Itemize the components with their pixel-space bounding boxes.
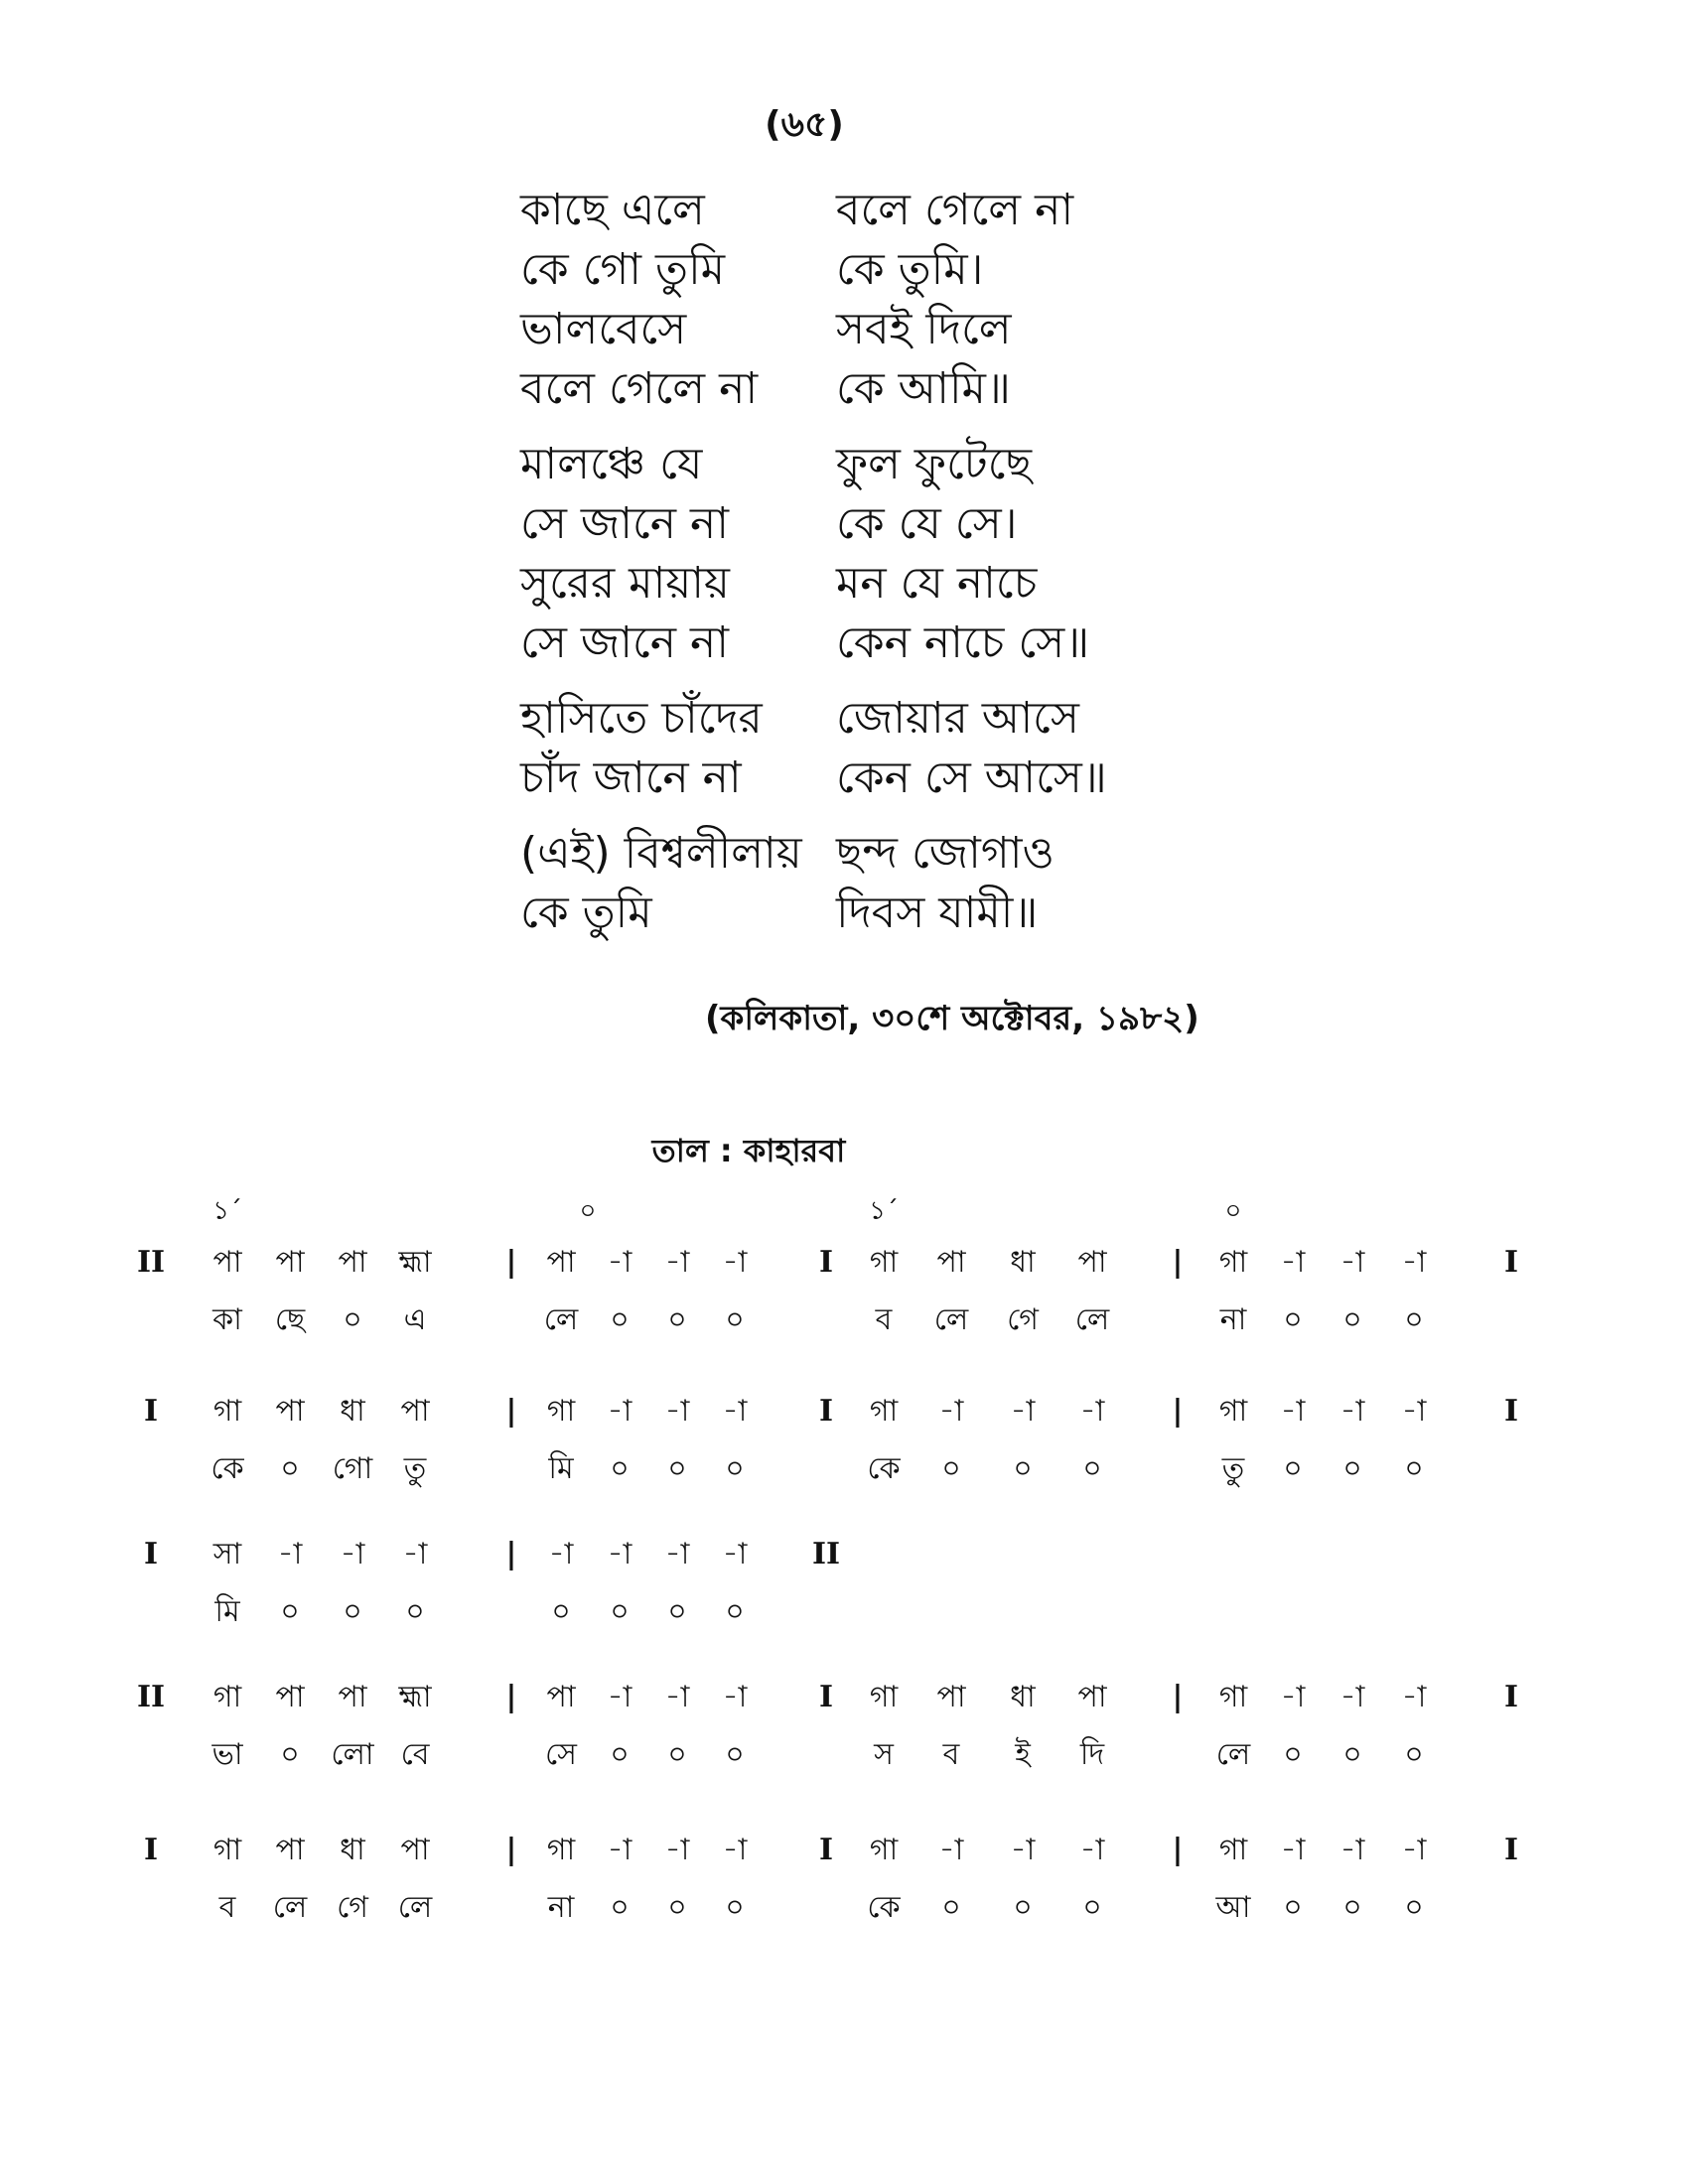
note: -া	[664, 1245, 690, 1280]
note: -া	[664, 1537, 690, 1571]
note: পা	[338, 1245, 367, 1280]
lyric-syllable: ০	[610, 1594, 630, 1629]
note: -া	[1280, 1245, 1306, 1280]
note: -া	[1401, 1680, 1427, 1714]
lyric-syllable: ০	[1082, 1451, 1102, 1486]
note: -া	[340, 1537, 365, 1571]
lyric-syllable: ০	[725, 1890, 745, 1925]
lyric-syllable: ০	[1013, 1451, 1033, 1486]
poem-line-right: ছন্দ জোগাও	[836, 828, 1055, 879]
barline: |	[1172, 1394, 1184, 1429]
note: গা	[869, 1245, 899, 1280]
lyric-syllable: ০	[343, 1302, 362, 1337]
poem-line-left: সুরের মায়ায়	[520, 558, 730, 609]
lyric-syllable: ০	[280, 1451, 300, 1486]
note: -া	[722, 1245, 748, 1280]
barline: I	[1503, 1833, 1519, 1867]
lyric-syllable: এ	[403, 1302, 427, 1337]
barline: I	[818, 1394, 834, 1429]
note: পা	[212, 1245, 242, 1280]
barline: |	[1172, 1680, 1184, 1714]
poem-line-left: কে গো তুমি	[520, 244, 726, 295]
note: পা	[275, 1833, 305, 1867]
note: গা	[869, 1394, 899, 1429]
note: -া	[277, 1537, 303, 1571]
poem-line-left: সে জানে না	[520, 617, 729, 668]
note: ধা	[1010, 1245, 1036, 1280]
note: পা	[275, 1245, 305, 1280]
note: -া	[1339, 1833, 1365, 1867]
lyric-syllable: স	[874, 1737, 894, 1772]
lyric-syllable: ০	[1342, 1302, 1362, 1337]
beat-marker: ১´	[212, 1196, 242, 1226]
lyric-syllable: ০	[551, 1594, 571, 1629]
poem-line-left: চাঁদ জানে না	[520, 752, 742, 803]
lyric-syllable: ০	[667, 1451, 687, 1486]
lyric-syllable: ০	[1404, 1302, 1424, 1337]
lyric-syllable: ০	[1342, 1890, 1362, 1925]
page-number: (৬৫)	[765, 104, 844, 145]
note: পা	[338, 1680, 367, 1714]
note: -া	[1010, 1833, 1036, 1867]
beat-marker: ১´	[869, 1196, 899, 1226]
poem-line-left: বলে গেলে না	[520, 363, 759, 414]
lyric-syllable: লে	[1074, 1302, 1110, 1337]
lyric-syllable: কে	[867, 1451, 901, 1486]
note: -া	[722, 1833, 748, 1867]
lyric-syllable: ০	[941, 1451, 961, 1486]
lyric-syllable: ০	[667, 1737, 687, 1772]
lyric-syllable: ০	[725, 1594, 745, 1629]
note: -া	[1339, 1680, 1365, 1714]
poem-line-right: কে যে সে।	[836, 498, 1018, 549]
note: সা	[212, 1537, 242, 1571]
lyric-syllable: লে	[543, 1302, 579, 1337]
note: -া	[607, 1833, 633, 1867]
note: পা	[1077, 1680, 1107, 1714]
poem-line-right: বলে গেলে না	[836, 185, 1074, 235]
lyric-syllable: কে	[867, 1890, 901, 1925]
source-note: (কলিকাতা, ৩০শে অক্টোবর, ১৯৮২)	[705, 999, 1199, 1038]
note: -া	[607, 1537, 633, 1571]
note: -া	[1280, 1680, 1306, 1714]
note: -া	[722, 1680, 748, 1714]
note: গা	[1218, 1680, 1248, 1714]
note: গা	[546, 1394, 576, 1429]
lyric-syllable: ০	[280, 1737, 300, 1772]
note: গা	[869, 1833, 899, 1867]
note: -া	[607, 1680, 633, 1714]
note: ধা	[340, 1833, 365, 1867]
note: গা	[546, 1833, 576, 1867]
lyric-syllable: ০	[1404, 1890, 1424, 1925]
lyric-syllable: ০	[610, 1890, 630, 1925]
barline: I	[143, 1833, 159, 1867]
lyric-syllable: ০	[405, 1594, 425, 1629]
lyric-syllable: ০	[725, 1302, 745, 1337]
barline: |	[505, 1833, 517, 1867]
note: -া	[548, 1537, 574, 1571]
note: হ্মা	[398, 1680, 432, 1714]
barline: I	[818, 1680, 834, 1714]
lyric-syllable: না	[547, 1890, 575, 1925]
note: -া	[664, 1680, 690, 1714]
note: গা	[212, 1394, 242, 1429]
lyric-syllable: ০	[1342, 1451, 1362, 1486]
note: -া	[1401, 1245, 1427, 1280]
poem-line-left: (এই) বিশ্বলীলায়	[520, 828, 802, 879]
poem-line-right: মন যে নাচে	[836, 558, 1038, 609]
poem-line-left: সে জানে না	[520, 498, 729, 549]
lyric-syllable: ০	[1404, 1737, 1424, 1772]
lyric-syllable: গে	[337, 1890, 368, 1925]
note: গা	[869, 1680, 899, 1714]
lyric-syllable: ০	[1342, 1737, 1362, 1772]
barline: II	[136, 1245, 166, 1280]
note: পা	[546, 1245, 576, 1280]
note: হ্মা	[398, 1245, 432, 1280]
lyric-syllable: কা	[212, 1302, 242, 1337]
lyric-syllable: ০	[343, 1594, 362, 1629]
note: -া	[938, 1833, 964, 1867]
lyric-syllable: কে	[211, 1451, 244, 1486]
poem-line-left: কাছে এলে	[520, 185, 705, 235]
lyric-syllable: তু	[403, 1451, 427, 1486]
lyric-syllable: লে	[933, 1302, 969, 1337]
note: ধা	[1010, 1680, 1036, 1714]
poem-line-right: ফুল ফুটেছে	[836, 439, 1033, 489]
barline: I	[818, 1245, 834, 1280]
barline: |	[505, 1680, 517, 1714]
barline: I	[1503, 1245, 1519, 1280]
barline: I	[143, 1394, 159, 1429]
beat-marker: ০	[1224, 1196, 1242, 1226]
note: -া	[607, 1245, 633, 1280]
note: পা	[936, 1245, 966, 1280]
lyric-syllable: ০	[280, 1594, 300, 1629]
lyric-syllable: ০	[610, 1451, 630, 1486]
barline: |	[1172, 1833, 1184, 1867]
poem-line-left: মালঞ্চে যে	[520, 439, 703, 489]
lyric-syllable: ০	[1283, 1451, 1303, 1486]
note: -া	[722, 1537, 748, 1571]
note: গা	[1218, 1245, 1248, 1280]
lyric-syllable: ০	[725, 1737, 745, 1772]
poem-line-right: কেন সে আসে॥	[836, 752, 1107, 803]
lyric-syllable: ভা	[211, 1737, 243, 1772]
barline: I	[143, 1537, 159, 1571]
tala-heading: তাল : কাহারবা	[651, 1132, 846, 1169]
note: পা	[936, 1680, 966, 1714]
barline: |	[1172, 1245, 1184, 1280]
barline: I	[1503, 1394, 1519, 1429]
note: -া	[664, 1394, 690, 1429]
note: গা	[212, 1833, 242, 1867]
lyric-syllable: গো	[332, 1451, 373, 1486]
lyric-syllable: মি	[214, 1594, 240, 1629]
poem-line-left: হাসিতে চাঁদের	[520, 693, 763, 744]
note: -া	[938, 1394, 964, 1429]
lyric-syllable: লে	[397, 1890, 433, 1925]
note: পা	[546, 1680, 576, 1714]
poem-line-right: জোয়ার আসে	[836, 693, 1079, 744]
lyric-syllable: ০	[1283, 1737, 1303, 1772]
note: -া	[664, 1833, 690, 1867]
lyric-syllable: দি	[1079, 1737, 1105, 1772]
note: -া	[1339, 1394, 1365, 1429]
note: -া	[722, 1394, 748, 1429]
lyric-syllable: ০	[610, 1302, 630, 1337]
poem-line-right: কেন নাচে সে॥	[836, 617, 1090, 668]
note: -া	[1280, 1833, 1306, 1867]
lyric-syllable: আ	[1215, 1890, 1251, 1925]
note: গা	[212, 1680, 242, 1714]
note: -া	[1010, 1394, 1036, 1429]
note: পা	[1077, 1245, 1107, 1280]
lyric-syllable: ছে	[274, 1302, 306, 1337]
note: পা	[400, 1394, 430, 1429]
note: গা	[1218, 1394, 1248, 1429]
lyric-syllable: লে	[1215, 1737, 1251, 1772]
beat-marker: ০	[579, 1196, 597, 1226]
note: গা	[1218, 1833, 1248, 1867]
lyric-syllable: ০	[1082, 1890, 1102, 1925]
lyric-syllable: ই	[1015, 1737, 1031, 1772]
lyric-syllable: তু	[1221, 1451, 1245, 1486]
note: -া	[402, 1537, 428, 1571]
note: -া	[1079, 1833, 1105, 1867]
barline: |	[505, 1394, 517, 1429]
note: পা	[275, 1680, 305, 1714]
poem-line-right: কে তুমি।	[836, 244, 984, 295]
barline: |	[505, 1537, 517, 1571]
lyric-syllable: ০	[667, 1890, 687, 1925]
poem-line-left: ভালবেসে	[520, 304, 687, 354]
lyric-syllable: লো	[331, 1737, 374, 1772]
lyric-syllable: বে	[400, 1737, 430, 1772]
note: পা	[400, 1833, 430, 1867]
barline: I	[1503, 1680, 1519, 1714]
note: ধা	[340, 1394, 365, 1429]
note: -া	[1401, 1394, 1427, 1429]
lyric-syllable: ০	[1283, 1302, 1303, 1337]
lyric-syllable: ব	[218, 1890, 236, 1925]
lyric-syllable: ০	[667, 1302, 687, 1337]
poem-line-right: সবই দিলে	[836, 304, 1012, 354]
lyric-syllable: ০	[725, 1451, 745, 1486]
note: -া	[1079, 1394, 1105, 1429]
barline: |	[505, 1245, 517, 1280]
lyric-syllable: ০	[667, 1594, 687, 1629]
lyric-syllable: ০	[1283, 1890, 1303, 1925]
lyric-syllable: লে	[272, 1890, 308, 1925]
note: -া	[607, 1394, 633, 1429]
lyric-syllable: মি	[548, 1451, 574, 1486]
poem-line-right: দিবস যামী॥	[836, 887, 1039, 938]
lyric-syllable: না	[1219, 1302, 1247, 1337]
note: পা	[275, 1394, 305, 1429]
note: -া	[1401, 1833, 1427, 1867]
lyric-syllable: ০	[1013, 1890, 1033, 1925]
lyric-syllable: গে	[1007, 1302, 1039, 1337]
lyric-syllable: ০	[941, 1890, 961, 1925]
poem-line-left: কে তুমি	[520, 887, 652, 938]
barline: II	[811, 1537, 841, 1571]
note: -া	[1280, 1394, 1306, 1429]
barline: I	[818, 1833, 834, 1867]
barline: II	[136, 1680, 166, 1714]
lyric-syllable: সে	[545, 1737, 577, 1772]
lyric-syllable: ব	[942, 1737, 960, 1772]
lyric-syllable: ০	[610, 1737, 630, 1772]
lyric-syllable: ব	[875, 1302, 893, 1337]
poem-line-right: কে আমি॥	[836, 363, 1011, 414]
note: -া	[1339, 1245, 1365, 1280]
lyric-syllable: ০	[1404, 1451, 1424, 1486]
